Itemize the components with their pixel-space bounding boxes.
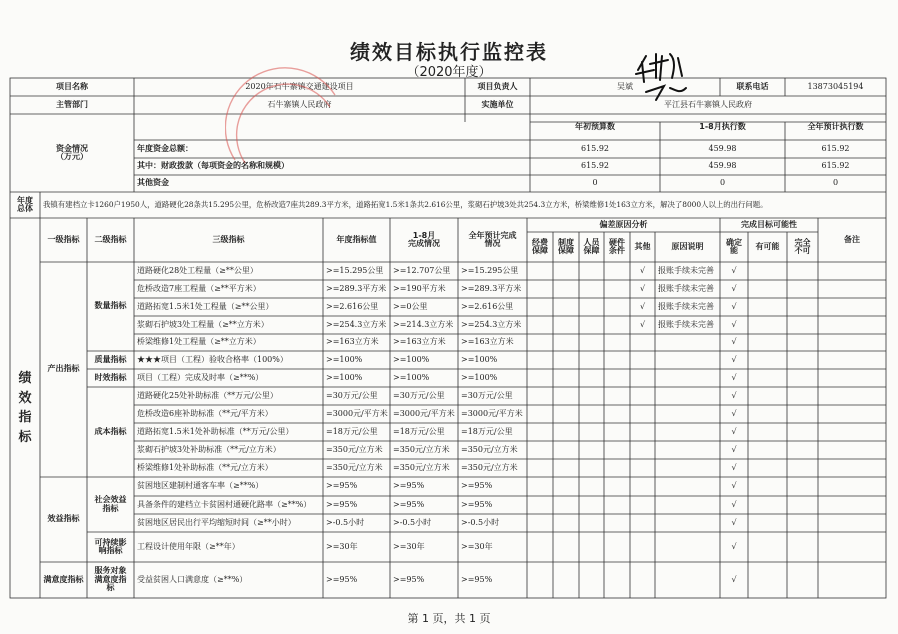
row-12-annual: >=95% [326,481,358,491]
group-service: 服务对象 满意度指 标 [94,566,127,593]
row-1-sure: √ [731,283,737,293]
row-2-annual: >=2.616公里 [326,301,379,311]
row-12-sure: √ [731,481,737,491]
row-11-annual: =350元/立方米 [326,462,383,472]
funds-row-fiscal-label: 其中：财政拨款（每项资金的名称和规模） [137,161,289,171]
overall-text: 我镇有建档立卡1260户1950人，道路硬化28条共15.295公里，危桥改造7座共289.3平方米，道路拓宽1.5米1条共2.616公里，浆砌石护坡3处共254.3立方米，桥梁维修1处163立方米，解决了8000人以上的出行问题。 [43,200,768,210]
row-0-done: >=12.707公里 [393,265,451,275]
funds-col-exec: 1-8月执行数 [699,121,746,131]
header-poss-no: 完全 不可 [794,237,811,255]
row-10-other [630,441,655,459]
row-5-reason [655,351,720,369]
row-4-other [630,334,655,351]
row-13-annual: >=95% [326,499,358,509]
row-8-annual: =3000元/平方米 [326,408,388,418]
row-10-done: =350元/立方米 [393,444,450,454]
row-7-reason [655,387,720,405]
header-dev-funds: 经费 保障 [532,237,548,255]
row-4-l3: 桥梁维修1处工程量（≥**立方米） [137,337,261,347]
funds-row-total-exec: 459.98 [708,143,737,153]
row-3-done: >=214.3立方米 [393,319,454,329]
group-cost: 成本指标 [94,426,127,436]
group-benefit: 效益指标 [47,514,80,524]
row-8-forecast: =3000元/平方米 [461,408,523,418]
row-0-other: √ [639,265,646,275]
leader-value: 吴斌 [617,81,633,91]
row-2-forecast: >=2.616公里 [461,301,514,311]
row-8-l3: 危桥改造6座补助标准（**元/平方米） [137,408,273,418]
header-deviation: 偏差原因分析 [599,219,648,229]
row-16-sure: √ [731,574,737,584]
row-1-reason: 报账手续未完善 [658,283,714,293]
group-satisfaction: 满意度指标 [43,574,84,584]
row-8-done: =3000元/平方米 [393,408,455,418]
row-7-other [630,387,655,405]
header-poss-sure: 确定 能 [726,237,742,255]
row-12-reason [655,477,720,496]
page-footer: 第 1 页，共 1 页 [407,612,491,625]
row-9-forecast: =18万元/公里 [461,426,513,436]
row-1-annual: >=289.3平方米 [326,283,387,293]
row-16-done: >=95% [393,574,425,584]
row-3-l3: 浆砌石护坡3处工程量（≥**立方米） [137,319,269,329]
row-10-sure: √ [731,444,737,454]
funds-row-total-forecast: 615.92 [821,143,850,153]
row-11-done: =350元/立方米 [393,462,450,472]
row-11-reason [655,459,720,477]
row-15-done: >=30年 [393,541,425,551]
phone-label: 联系电话 [736,81,769,91]
funds-col-budget: 年初预算数 [575,121,615,131]
row-9-l3: 道路拓宽1.5米1处补助标准（**万元/公里） [137,426,294,436]
row-16-l3: 受益贫困人口满意度（≥**%） [137,574,248,584]
row-8-other [630,405,655,423]
group-sustain: 可持续影 响指标 [94,537,127,555]
row-10-l3: 浆砌石护坡3处补助标准（**元/立方米） [137,444,281,454]
row-15-sure: √ [731,541,737,551]
row-3-reason: 报账手续未完善 [658,319,714,329]
leader-label: 项目负责人 [477,81,518,91]
row-6-done: >=100% [393,372,430,382]
row-9-annual: =18万元/公里 [326,426,378,436]
row-11-other [630,459,655,477]
row-4-reason [655,334,720,351]
row-7-l3: 道路硬化25处补助标准（**万元/公里） [137,390,278,400]
header-dev-other: 其他 [634,241,651,251]
row-11-sure: √ [731,462,737,472]
header-done: 1-8月 完成情况 [408,230,440,248]
row-11-l3: 桥梁维修1处补助标准（**元/立方米） [137,462,273,472]
row-7-sure: √ [731,390,737,400]
row-12-forecast: >=95% [461,481,493,491]
row-9-done: =18万元/公里 [393,426,445,436]
row-5-done: >=100% [393,354,430,364]
header-annual: 年度指标值 [336,234,377,244]
official-seal [225,65,345,165]
header-dev-staff: 人员 保障 [583,237,600,255]
row-15-forecast: >=30年 [461,541,493,551]
header-level2: 二级指标 [94,234,127,244]
project-name-value: 2020年石牛寨镇交通建设项目 [245,81,354,91]
row-9-sure: √ [731,426,737,436]
funds-row-fiscal-exec: 459.98 [708,161,737,171]
row-0-l3: 道路硬化28处工程量（≥**公里） [137,265,258,275]
header-dev-hardware: 硬件 条件 [609,237,625,255]
funds-col-forecast: 全年预计执行数 [807,121,864,131]
row-2-l3: 道路拓宽1.5米1处工程量（≥**公里） [137,301,274,311]
row-0-forecast: >=15.295公里 [461,265,519,275]
funds-row-other-forecast: 0 [832,178,839,188]
row-13-done: >=95% [393,499,425,509]
project-name-label: 项目名称 [56,81,88,91]
row-5-l3: ★★★项目（工程）验收合格率（100%） [137,354,288,364]
row-16-other [630,562,655,598]
row-3-forecast: >=254.3立方米 [461,319,522,329]
header-dev-reason: 原因说明 [671,241,704,251]
header-forecast: 全年预计完成 情况 [468,230,517,248]
page-title: 绩效目标执行监控表 [350,40,548,64]
group-social: 社会效益 指标 [94,495,127,513]
row-3-other: √ [639,319,646,329]
row-16-forecast: >=95% [461,574,493,584]
header-level1: 一级指标 [47,234,80,244]
row-1-l3: 危桥改造7座工程量（≥**平方米） [137,283,261,293]
impl-value: 平江县石牛寨镇人民政府 [664,99,752,109]
row-8-reason [655,405,720,423]
row-14-l3: 贫困地区居民出行平均缩短时间（≥**小时） [137,517,296,527]
group-quantity: 数量指标 [94,301,127,311]
row-4-sure: √ [731,337,737,347]
row-6-forecast: >=100% [461,372,498,382]
row-6-reason [655,369,720,387]
row-6-annual: >=100% [326,372,363,382]
row-9-other [630,423,655,441]
row-14-forecast: >-0.5小时 [461,517,500,527]
row-13-l3: 具备条件的建档立卡贫困村通硬化路率（≥**%） [137,499,312,509]
row-4-annual: >=163立方米 [326,337,379,347]
header-level3: 三级指标 [212,234,245,244]
funds-row-fiscal-forecast: 615.92 [821,161,850,171]
dept-label: 主管部门 [56,99,88,109]
row-7-annual: =30万元/公里 [326,390,378,400]
row-2-sure: √ [731,301,737,311]
dept-value: 石牛寨镇人民政府 [267,99,332,109]
row-5-sure: √ [731,354,737,364]
row-12-done: >=95% [393,481,425,491]
row-6-l3: 项目（工程）完成及时率（≥**%） [137,372,264,382]
header-dev-system: 制度 保障 [558,237,574,255]
row-7-forecast: =30万元/公里 [461,390,513,400]
row-12-l3: 贫困地区建制村通客车率（≥**%） [137,481,264,491]
row-4-forecast: >=163立方米 [461,337,514,347]
handwritten-signature [632,48,692,104]
row-15-reason [655,532,720,562]
row-13-forecast: >=95% [461,499,493,509]
row-15-other [630,532,655,562]
row-14-sure: √ [731,517,737,527]
row-15-annual: >=30年 [326,541,358,551]
row-15-l3: 工程设计使用年限（≥**年） [137,541,240,551]
row-4-done: >=163立方米 [393,337,446,347]
row-14-annual: >-0.5小时 [326,517,365,527]
row-2-reason: 报账手续未完善 [658,301,714,311]
row-5-forecast: >=100% [461,354,498,364]
funds-row-other-label: 其他资金 [137,178,169,188]
group-output: 产出指标 [47,364,80,374]
row-3-annual: >=254.3立方米 [326,319,387,329]
row-0-annual: >=15.295公里 [326,265,384,275]
header-possibility: 完成目标可能性 [741,219,797,229]
phone-value: 13873045194 [807,81,864,91]
row-10-reason [655,441,720,459]
row-6-sure: √ [731,372,737,382]
row-7-done: =30万元/公里 [393,390,445,400]
funds-row-fiscal-budget: 615.92 [581,161,609,171]
overall-label: 年度 总体 [17,195,33,213]
page-subtitle: （2020年度） [406,65,492,80]
row-10-annual: =350元/立方米 [326,444,383,454]
group-timeliness: 时效指标 [94,372,127,382]
row-5-other [630,351,655,369]
row-13-reason [655,496,720,514]
row-12-other [630,477,655,496]
funds-row-total-budget: 615.92 [581,143,609,153]
row-9-reason [655,423,720,441]
performance-side-label: 绩 效 指 标 [18,371,32,445]
row-14-other [630,514,655,532]
row-11-forecast: =350元/立方米 [461,462,518,472]
funds-row-total-label: 年度资金总额： [137,143,193,153]
row-5-annual: >=100% [326,354,363,364]
row-13-sure: √ [731,499,737,509]
row-0-reason: 报账手续未完善 [658,265,714,275]
row-14-done: >-0.5小时 [393,517,432,527]
group-quality: 质量指标 [94,354,127,364]
header-note: 备注 [844,234,860,244]
impl-label: 实施单位 [481,99,514,109]
row-1-other: √ [639,283,646,293]
row-0-sure: √ [731,265,737,275]
row-6-other [630,369,655,387]
row-2-done: >=0公里 [393,301,428,311]
row-13-other [630,496,655,514]
funds-row-other-exec: 0 [719,178,726,188]
row-3-sure: √ [731,319,737,329]
row-2-other: √ [639,301,646,311]
row-16-reason [655,562,720,598]
funds-label: 资金情况 （万元） [56,143,88,161]
funds-row-other-budget: 0 [592,178,598,188]
row-14-reason [655,514,720,532]
header-poss-maybe: 有可能 [755,241,780,251]
row-8-sure: √ [731,408,737,418]
row-1-done: >=190平方米 [393,283,446,293]
row-16-annual: >=95% [326,574,358,584]
row-10-forecast: =350元/立方米 [461,444,518,454]
row-1-forecast: >=289.3平方米 [461,283,522,293]
